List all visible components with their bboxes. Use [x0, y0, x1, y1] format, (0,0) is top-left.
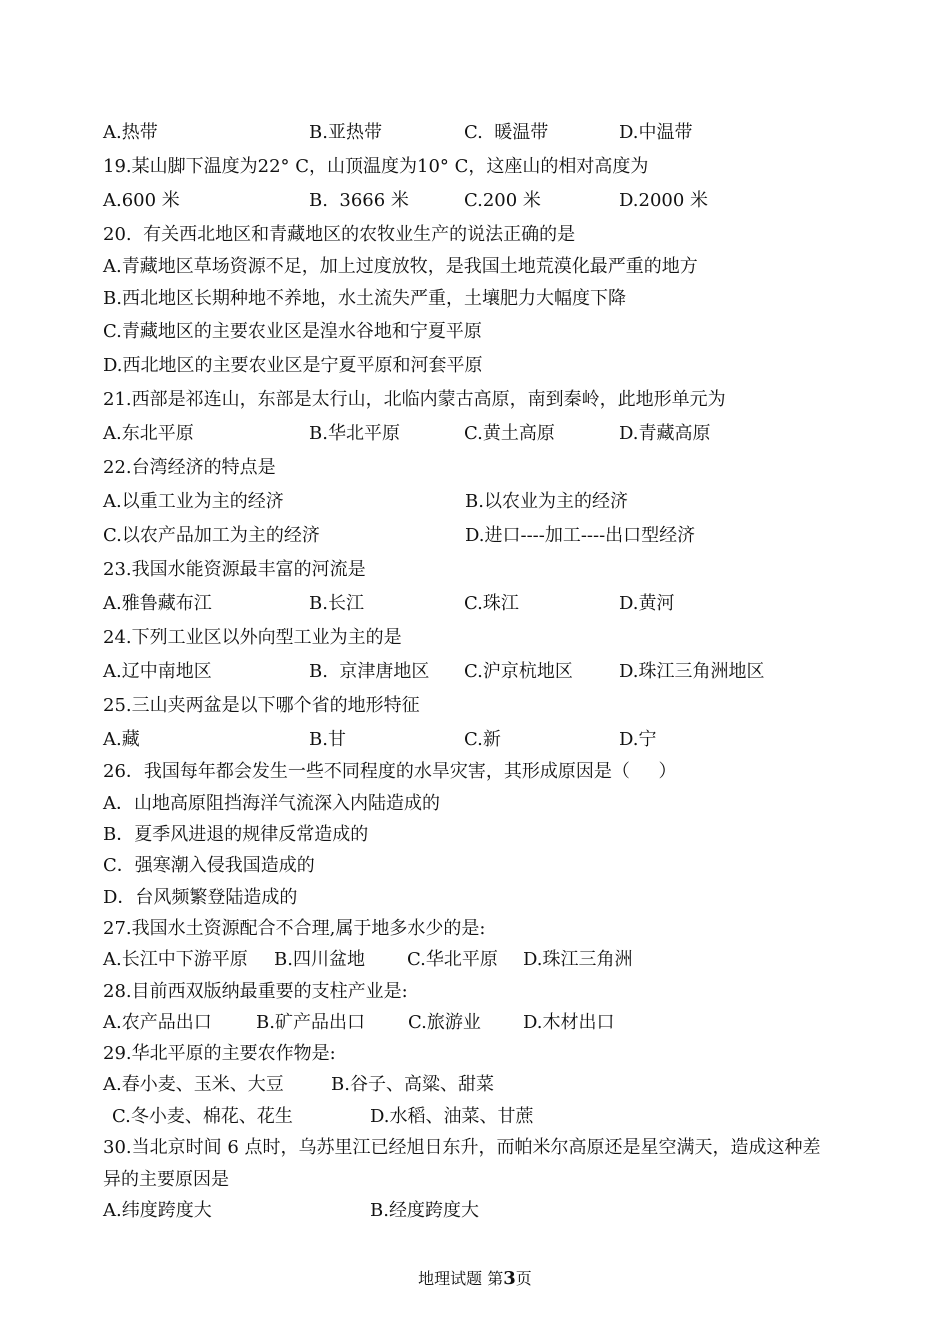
q27-option-d: D.珠江三角洲 — [523, 949, 633, 970]
q20-option-d: D.西北地区的主要农业区是宁夏平原和河套平原 — [103, 355, 483, 376]
q20-option-c: C.青藏地区的主要农业区是湟水谷地和宁夏平原 — [103, 321, 482, 342]
q28-option-c: C.旅游业 — [408, 1012, 481, 1033]
q25-option-b: B.甘 — [309, 729, 346, 750]
q21-option-b: B.华北平原 — [309, 423, 400, 444]
q23-option-a: A.雅鲁藏布江 — [103, 593, 212, 614]
q19-stem: 19.某山脚下温度为22° C，山顶温度为10° C，这座山的相对高度为 — [103, 156, 649, 177]
q20-option-a: A.青藏地区草场资源不足，加上过度放牧，是我国土地荒漠化最严重的地方 — [103, 256, 698, 277]
q21-option-a: A.东北平原 — [103, 423, 194, 444]
q28-option-b: B.矿产品出口 — [256, 1012, 365, 1033]
q24-stem: 24.下列工业区以外向型工业为主的是 — [103, 627, 402, 648]
q20-option-b: B.西北地区长期种地不养地，水土流失严重，土壤肥力大幅度下降 — [103, 288, 626, 309]
q29-option-b: B.谷子、高粱、甜菜 — [331, 1074, 494, 1095]
q25-option-a: A.藏 — [103, 729, 140, 750]
footer-prefix: 地理试题 第 — [418, 1269, 504, 1288]
q24-option-a: A.辽中南地区 — [103, 661, 212, 682]
q21-option-d: D.青藏高原 — [619, 423, 711, 444]
footer-suffix: 页 — [515, 1269, 532, 1288]
q29-option-a: A.春小麦、玉米、大豆 — [103, 1074, 284, 1095]
q21-option-c: C.黄土高原 — [464, 423, 555, 444]
q23-option-c: C.珠江 — [464, 593, 519, 614]
q27-stem: 27.我国水土资源配合不合理,属于地多水少的是: — [103, 918, 486, 939]
q22-option-c: C.以农产品加工为主的经济 — [103, 525, 320, 546]
q23-stem: 23.我国水能资源最丰富的河流是 — [103, 559, 366, 580]
q24-option-c: C.沪京杭地区 — [464, 661, 573, 682]
q29-option-d: D.水稻、油菜、甘蔗 — [370, 1106, 534, 1127]
q26-option-b: B．夏季风进退的规律反常造成的 — [103, 824, 369, 845]
q22-option-d: D.进口----加工----出口型经济 — [465, 525, 696, 546]
q28-option-a: A.农产品出口 — [103, 1012, 212, 1033]
q20-stem: 20. 有关西北地区和青藏地区的农牧业生产的说法正确的是 — [103, 224, 576, 245]
q18-option-a: A.热带 — [103, 122, 158, 143]
q19-option-d: D.2000 米 — [619, 190, 709, 211]
q30-option-b: B.经度跨度大 — [370, 1200, 479, 1221]
q24-option-d: D.珠江三角洲地区 — [619, 661, 765, 682]
q18-option-d: D.中温带 — [619, 122, 693, 143]
q26-stem: 26．我国每年都会发生一些不同程度的水旱灾害，其形成原因是（ ） — [103, 761, 677, 782]
q27-option-b: B.四川盆地 — [274, 949, 365, 970]
q22-option-b: B.以农业为主的经济 — [465, 491, 628, 512]
q30-stem-line1: 30.当北京时间 6 点时，乌苏里江已经旭日东升，而帕米尔高原还是星空满天，造成这种差 — [103, 1137, 821, 1158]
q21-stem: 21.西部是祁连山，东部是太行山，北临内蒙古高原，南到秦岭，此地形单元为 — [103, 389, 726, 410]
q28-option-d: D.木材出口 — [523, 1012, 615, 1033]
q26-option-c: C．强寒潮入侵我国造成的 — [103, 855, 315, 876]
q23-option-b: B.长江 — [309, 593, 364, 614]
q28-stem: 28.目前西双版纳最重要的支柱产业是: — [103, 981, 408, 1002]
q29-stem: 29.华北平原的主要农作物是: — [103, 1043, 336, 1064]
q23-option-d: D.黄河 — [619, 593, 675, 614]
q24-option-b: B. 京津唐地区 — [309, 661, 430, 682]
q19-option-b: B. 3666 米 — [309, 190, 409, 211]
q19-option-a: A.600 米 — [103, 190, 180, 211]
q25-option-c: C.新 — [464, 729, 501, 750]
q29-option-c: C.冬小麦、棉花、花生 — [112, 1106, 293, 1127]
q18-option-c: C. 暖温带 — [464, 122, 549, 143]
q26-option-d: D．台风频繁登陆造成的 — [103, 887, 298, 908]
q19-option-c: C.200 米 — [464, 190, 541, 211]
q27-option-a: A.长江中下游平原 — [103, 949, 248, 970]
q30-stem-line2: 异的主要原因是 — [103, 1169, 229, 1190]
q30-option-a: A.纬度跨度大 — [103, 1200, 212, 1221]
q27-option-c: C.华北平原 — [407, 949, 498, 970]
q22-option-a: A.以重工业为主的经济 — [103, 491, 284, 512]
q25-option-d: D.宁 — [619, 729, 657, 750]
q18-option-b: B.亚热带 — [309, 122, 382, 143]
page-footer — [0, 1268, 950, 1290]
q22-stem: 22.台湾经济的特点是 — [103, 457, 276, 478]
page-number: 3 — [503, 1268, 516, 1289]
q25-stem: 25.三山夹两盆是以下哪个省的地形特征 — [103, 695, 420, 716]
q26-option-a: A．山地高原阻挡海洋气流深入内陆造成的 — [103, 793, 440, 814]
